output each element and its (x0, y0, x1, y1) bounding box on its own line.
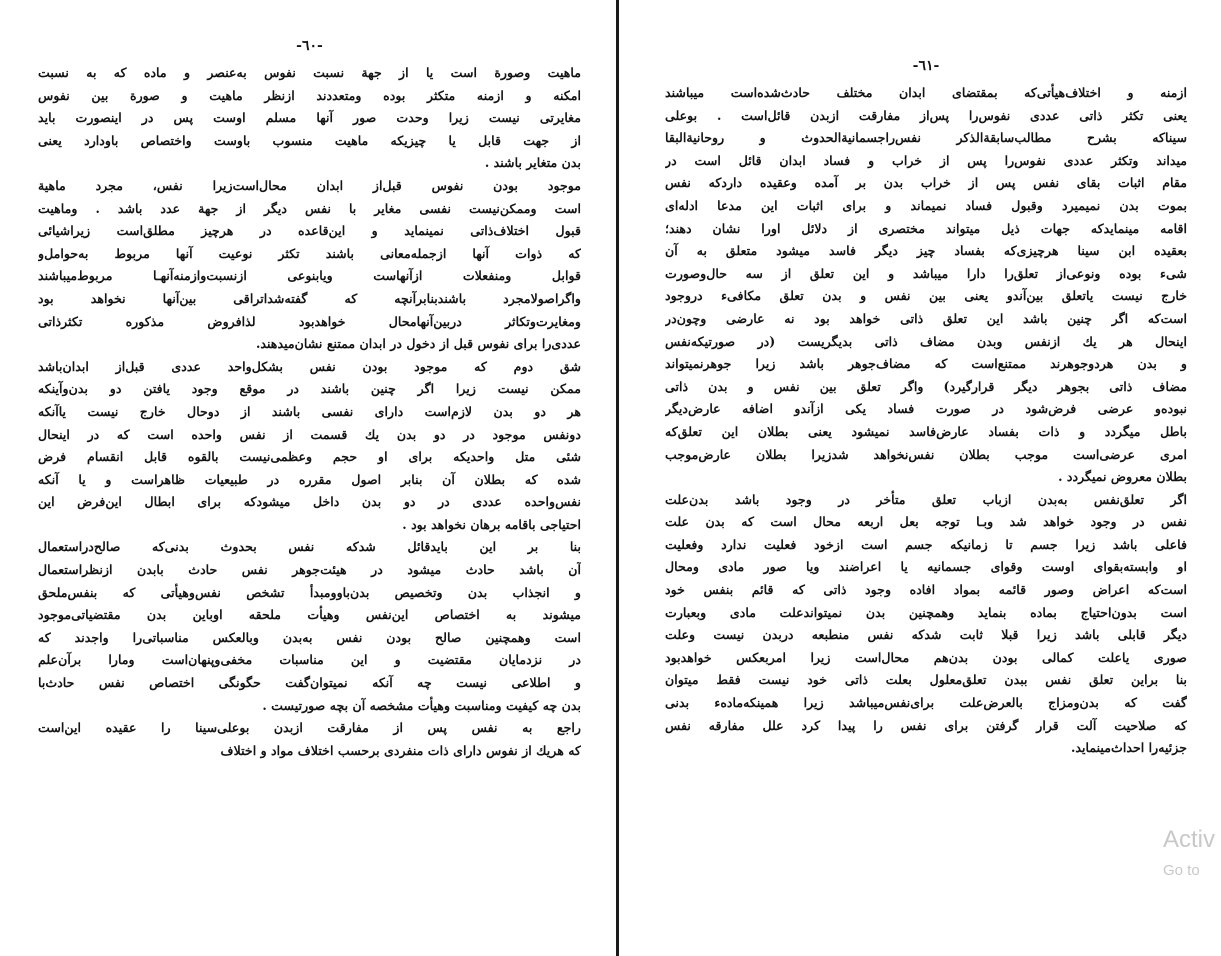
left-page-number: -٦٠- (296, 38, 323, 54)
text-line: شده که بطلان آن بنابر اصول مقرره در طبیعیات ظاهراست و یا آنکه (38, 471, 581, 487)
text-line: عددی‌را برای نفوس قبل از دخول در ابدان ممتنع نشان‌میدهند. (256, 336, 581, 352)
text-line: فاعلی باشد زیرا جسم تا زمانیکه جسم است ازخود فعلیت ندارد وفعلیت (665, 536, 1187, 552)
text-line: بدن متغایر باشند . (484, 155, 581, 171)
text-line: واگراصولامجرد باشندبنابرآنچه که گفته‌شداتراقی بین‌آنها نخواهد بود (38, 290, 581, 306)
text-line: بنا براین تعلق نفس ببدن تعلق‌معلول بعلت ذاتی خود نیست فقط میتوان (665, 672, 1187, 688)
text-line: و بدن هردوجوهر‌ند ممتنع‌است که مضاف‌جوهر باشد زیرا جوهر‌نمیتواند (665, 356, 1187, 372)
text-line: بطلان معروض نمیگردد . (1058, 469, 1187, 485)
text-line: نبوده‌و عرضی فرض‌شود در صورت فساد یکی ازآندو اضافه عارض‌دیگر (665, 401, 1187, 417)
text-line: است‌که اعراض وصور قائمه بمواد افاده وجود ذاتی که قائم بنفس خود (665, 582, 1187, 598)
watermark-line-2: Go to (1163, 862, 1200, 879)
activation-watermark (1161, 826, 1221, 896)
text-line: بموت بدن نمیمیرد وقبول فساد نمیماند و برای اثبات این مدعا ادله‌ای (665, 197, 1187, 213)
text-line: قوابل ومنفعلات ازآنهاست ویابنوعی ازنسبت‌وازمنه‌آنهـا مربوط‌میباشند (38, 268, 581, 284)
text-line: که ذوات آنها ازجمله‌معانی باشند تکثر نوعیت آنها مربوط به‌حوامل‌و (38, 245, 581, 261)
text-line: قبول اختلاف‌ذاتی نمینماید و این‌قاعده در هرچیز مطلق‌است زیرا‌شیائی (38, 223, 581, 239)
text-line: او وابسته‌بقوای اوست وقوای جسمانیه یا اعراضند ویا صور مادی ومحال (665, 559, 1187, 575)
text-line: اقامه مینمایدکه جهات ذیل میتواند مختصری از دلائل اورا نشان دهند؛ (665, 220, 1187, 236)
right-page-number: -٦١- (912, 58, 940, 74)
text-line: سیناکه بشرح مطالب‌سابقة‌الذکر نفس‌راجسمانیة‌الحدوث و روحانیة‌البقا (665, 130, 1187, 146)
text-line: شیء بوده ونوعی‌از تعلق‌را دارا میباشد و این تعلق از سه حال‌وصورت (665, 265, 1187, 281)
text-line: نفس‌واحده عددی در دو بدن داخل میشودکه برای ابطال این‌فرض این (38, 494, 581, 510)
text-line: و اطلاعی نیست چه آنکه نمیتوان‌گفت حگونگی اختصاص نفس حادث‌با (38, 675, 581, 691)
text-line: هر دو بدن لازم‌است دارای نفسی باشند از دوحال خارج نیست یاآنکه (38, 403, 581, 419)
text-line: یعنی تکثر ذاتی عددی نفوس‌را پس‌از مفارقت ازبدن قائل‌است . بوعلی (665, 107, 1187, 123)
text-line: مضاف ذاتی بجوهر دیگر قرارگیرد) واگر تعلق بین نفس و بدن ذاتی (665, 378, 1187, 394)
text-line: است بدون‌احتیاج بماده بنماید وهمچنین بدن نمیتواند‌علت مادی وبعبارت (665, 604, 1187, 620)
text-line: ممکن نیست زیرا اگر چنین باشند در موقع وجود یافتن دو بدن‌وآینکه (38, 381, 581, 397)
right-page (621, 0, 1221, 956)
text-line: احتیاجی باقامه برهان نخواهد بود . (402, 516, 581, 532)
text-line: که هریك از نفوس دارای ذات منفردی برحسب اختلاف مواد و اختلاف (220, 742, 581, 758)
text-line: ماهیت وصورة است یا از جهة نسبت نفوس به‌عنصر و ماده که به نسبت (38, 65, 581, 80)
text-line: ازمنه و اختلاف‌هیأتی‌که بمقتضای ابدان مختلف حادث‌شده‌است میباشند (665, 85, 1187, 100)
page-divider (616, 0, 619, 956)
text-line: است‌که اگر چنین باشد این تعلق ذاتی خواهد بود نه عارضی وچون‌در (665, 310, 1187, 326)
text-line: در نزدمایان مقتضیت و این مناسبات مخفی‌وپنهان‌است ومارا برآن‌علم (38, 652, 581, 668)
text-line: بدن چه کیفیت ومناسبت وهیأت مشخصه آن بچه صورتیست . (262, 697, 581, 713)
text-line: ومغایرت‌وتکاثر دربین‌آنهامحال خواهدبود لذافروض مذکوره تکثرذاتی (38, 313, 581, 329)
text-line: موجود بودن نفوس قبل‌از ابدان محال‌است‌زیرا نفس، مجرد ماهیة (38, 177, 581, 193)
text-line: و انجذاب بدن وتخصیص بدن‌باوومبدأ تشخص نفس‌وهیأتی که بنفس‌ملحق (38, 584, 581, 600)
text-line: میشوند به اختصاص این‌نفس وهیأت ملحقه اوباین بدن مقتضیاتی‌موجود (38, 607, 581, 623)
text-line: از جهت قابل یا چیزیکه ماهیت منسوب باوست واختصاص باودارد یعنی (38, 132, 581, 148)
text-line: خارج نیست یاتعلق بین‌آندو یعنی بین نفس و بدن تعلق مکافیء درو‌جود (665, 288, 1187, 304)
text-line: دونفس موجود در دو بدن یك قسمت از نفس واحده است که در اینحال (38, 426, 581, 442)
left-page-text (38, 62, 581, 762)
text-line: امکنه و ازمنه متکثر بوده ومتعددند ازنظر ماهیت و صورة بین نفوس (38, 87, 581, 103)
text-line: است وهمچنین صالح بودن نفس به‌بدن وبالعکس مناسباتی‌را واجدند که (38, 629, 581, 645)
text-line: شق دوم که موجود بودن نفس بشکل‌واحد عددی قبل‌از ابدان‌باشد (38, 358, 581, 374)
text-line: میداند وتکثر عددی نفوس‌را پس از خراب و فساد ابدان قائل است در (665, 152, 1187, 168)
text-line: بعقیده ابن سینا هرچیزی‌که بفساد چیز دیگر فاسد میشود متعلق به آن (665, 243, 1187, 259)
text-line: باطل میگردد و ذات بفساد عارض‌فاسد نمیشود یعنی بطلان این تعلق‌که (665, 423, 1187, 439)
right-page-text (665, 82, 1187, 760)
text-line: جزئیه‌را احداث‌مینماید. (1071, 740, 1187, 756)
text-line: آن باشد حادث میشود در هیئت‌جوهر نفس حادث بابدن ازنظراستعمال (38, 562, 581, 578)
text-line: است وممکن‌نیست نفسی مغایر با نفس دیگر از جهة عدد باشد . وماهیت (38, 200, 581, 216)
text-line: که صلاحیت آلت قرار گرفتن برای نفس را پیدا کرد علل مفارقه نفس (665, 717, 1187, 733)
text-line: اینحال هر یك ازنفس وبدن مضاف ذاتی بدیگریست (در صورتیکه‌نفس (665, 333, 1187, 349)
text-line: نفس در وجود خواهد شد وبـا توجه بعل اربعه محال است که بدن علت (665, 514, 1187, 530)
watermark-line-1: Activ (1163, 826, 1216, 853)
text-line: صوری یاعلت کمالی بودن بدن‌هم محال‌است زیرا امربعکس خواهدبود (665, 649, 1187, 665)
text-line: شئی متل واحدیکه برای او حجم وعظمی‌نیست بالقوه قابل انقسام فرض (38, 449, 581, 465)
text-line: راجع به نفس پس از مفارقت ازبدن بوعلی‌سینا را عقیده این‌است (38, 720, 581, 736)
text-line: گفت که بدن‌ومزاج بالعرض‌علت برای‌نفس‌میباشد زیرا همینکه‌ماده‌ء بدنی (665, 695, 1187, 711)
text-line: بنا بر این بایدقائل شدکه نفس بحدوث بدنی‌که صالح‌دراستعمال (38, 539, 581, 555)
text-line: امری عرضی‌است موجب بطلان نفس‌نخواهد شدزیرا بطلان عارض‌موجب (665, 446, 1187, 462)
text-line: اگر تعلق‌نفس به‌بدن ازباب تعلق متأخر در وجود باشد بدن‌علت (665, 491, 1187, 507)
text-line: مغایرتی نیست زیرا وحدت صور آنها مسلم اوست پس در اینصورت باید (38, 110, 581, 126)
text-line: دیگر قابلی باشد زیرا قبلا ثابت شدکه نفس منطبعه دربدن نیست وعلت (665, 627, 1187, 643)
text-line: مقام اثبات بقای نفس پس از خراب بدن بر آمده وعقیده دارد‌که نفس (665, 175, 1187, 191)
